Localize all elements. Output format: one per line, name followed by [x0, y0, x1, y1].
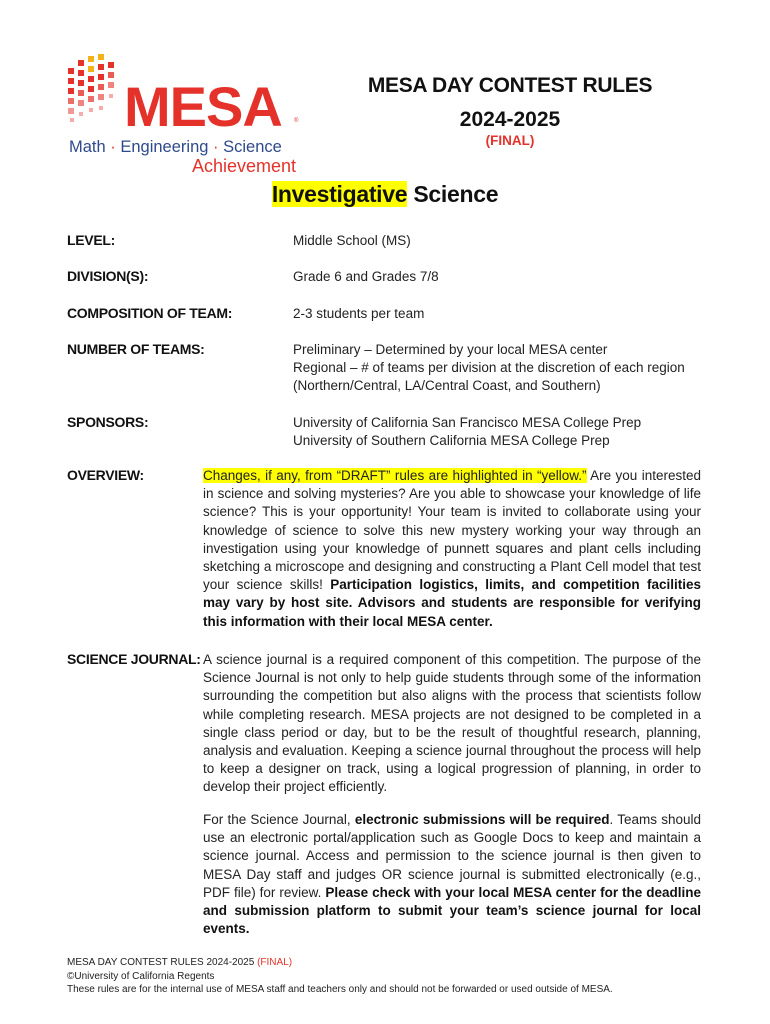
level-label: LEVEL:	[67, 232, 115, 248]
journal-para2-bold2: Please check with your local MESA center for the deadline and submission platform to submit your team’s science journal for local events.	[203, 884, 701, 937]
footer-usage-note: These rules are for the internal use of MESA staff and teachers only and should not be forwarded or used outside of MESA.	[67, 984, 613, 995]
overview-body: Are you interested in science and solving mysteries? Are you able to showcase your knowledge of life science? This is your opportunity! Your team is invited to collaborate using your knowledge of science to solve this new mystery working your way through an investigation using your knowledge of punnett squares and plant cells including sketching a microscope and designing and constructing a Plant Cell model that test your science skills!	[203, 468, 701, 593]
trademark-mark: ®	[294, 118, 299, 124]
sponsor-line: University of California San Francisco MESA College Prep	[293, 415, 642, 430]
tagline-science: Science	[223, 138, 282, 156]
overview-highlight: Changes, if any, from “DRAFT” rules are highlighted in “yellow.”	[203, 468, 587, 483]
document-title: MESA DAY CONTEST RULES	[367, 74, 653, 97]
building-grid-icon	[66, 52, 126, 142]
footer-title: MESA DAY CONTEST RULES 2024-2025	[67, 957, 258, 968]
footer-status: (FINAL)	[257, 957, 293, 968]
teams-value	[293, 341, 685, 395]
heading-rest: Science	[407, 181, 499, 207]
journal-paragraph-1: A science journal is a required component of this competition. The purpose of the Science Journal is not only to help guide students through some of the information surrounding the competition but also aligns with the process that scientists follow while completing research. MESA projects are not designed to be completed in a single class period or day, but to be the result of thoughtful research, planning, analysis and evaluation. Keeping a science journal throughout the process will help to keep a designer on track, using a logical progression of planning, in order to develop their project efficiently.	[203, 652, 701, 795]
journal-paragraph-2	[203, 811, 701, 938]
sponsor-line: University of Southern California MESA College Prep	[293, 433, 610, 448]
tagline-separator: ·	[208, 138, 224, 156]
page-footer	[67, 956, 613, 997]
overview-label: OVERVIEW:	[67, 467, 144, 483]
journal-para2-text: . Teams should use an electronic portal/application such as Google Docs to keep and maintain a science journal. Access and permission to the science journal is then given to MESA Day staff and judges OR science journal is submitted electronically (e.g., PDF file) for review.	[203, 812, 701, 900]
division-value: Grade 6 and Grades 7/8	[293, 269, 439, 284]
logo-wordmark: MESA	[124, 75, 282, 138]
composition-value: 2-3 students per team	[293, 306, 425, 321]
level-value: Middle School (MS)	[293, 233, 411, 248]
division-label: DIVISION(S):	[67, 268, 149, 284]
journal-para2-text: For the Science Journal,	[203, 812, 355, 827]
tagline-math: Math	[69, 138, 106, 156]
mesa-logo	[66, 52, 311, 177]
footer-line-1	[67, 956, 613, 970]
heading-highlighted-word: Investigative	[271, 181, 408, 207]
tagline-engineering: Engineering	[120, 138, 209, 156]
tagline-separator: ·	[105, 138, 121, 156]
overview-bold-note: Participation logistics, limits, and competition facilities may vary by host site. Advisors and students are responsible for verifying this information with their local MESA center.	[203, 577, 701, 629]
logo-achievement: Achievement	[192, 156, 297, 176]
logo-tagline	[69, 138, 282, 157]
sponsors-value	[293, 414, 641, 450]
teams-line: Preliminary – Determined by your local MESA center	[293, 342, 608, 357]
journal-label: SCIENCE JOURNAL:	[67, 651, 201, 667]
footer-copyright: ©University of California Regents	[67, 970, 215, 982]
contest-heading	[0, 181, 770, 208]
composition-label: COMPOSITION OF TEAM:	[67, 305, 233, 321]
teams-label: NUMBER OF TEAMS:	[67, 341, 205, 357]
teams-line: (Northern/Central, LA/Central Coast, and Southern)	[293, 378, 601, 393]
journal-para2-bold1: electronic submissions will be required	[354, 812, 610, 827]
sponsors-label: SPONSORS:	[67, 414, 149, 430]
document-status: (FINAL)	[485, 133, 535, 148]
overview-paragraph	[203, 467, 701, 631]
teams-line: Regional – # of teams per division at the discretion of each region	[293, 360, 685, 375]
document-years: 2024-2025	[459, 108, 561, 131]
